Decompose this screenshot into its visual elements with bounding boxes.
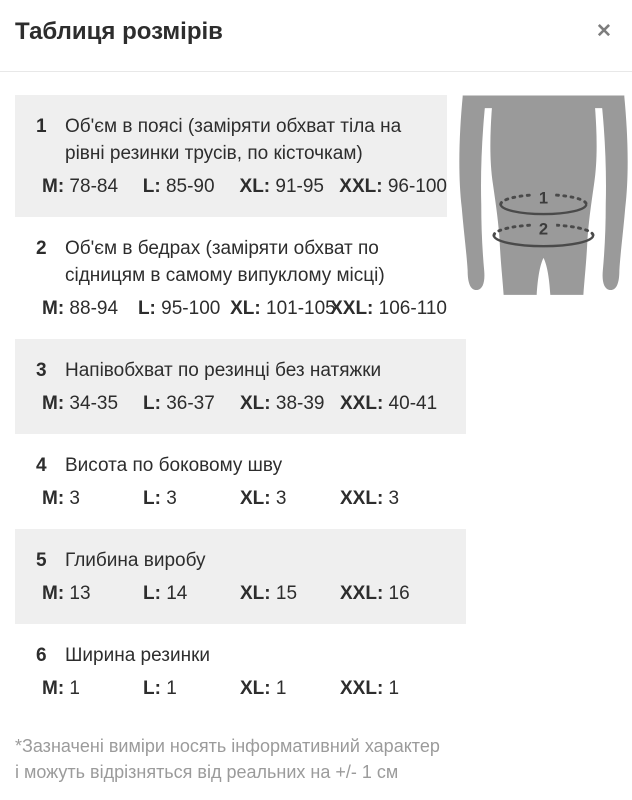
row-number: 2 xyxy=(36,238,47,259)
size-row xyxy=(15,529,466,624)
size-cell xyxy=(230,295,336,322)
row-description-line xyxy=(15,642,466,669)
size-row xyxy=(15,434,466,529)
body-silhouette-image xyxy=(455,95,632,305)
size-label: XXL: xyxy=(330,298,374,319)
size-cell xyxy=(240,485,340,512)
size-label: XXL: xyxy=(340,488,384,509)
size-label: L: xyxy=(143,678,161,699)
row-description: Об'єм в поясі (заміряти обхват тіла на рівні резинки трусів, по кісточкам) xyxy=(65,116,402,164)
row-description-line xyxy=(15,547,466,574)
row-values xyxy=(42,390,466,417)
size-cell xyxy=(340,580,466,607)
size-label: L: xyxy=(143,393,161,414)
close-icon: ✕ xyxy=(596,21,612,42)
size-label: XL: xyxy=(240,393,271,414)
row-description: Ширина резинки xyxy=(65,645,211,666)
row-number: 4 xyxy=(36,455,47,476)
size-label: XL: xyxy=(239,176,271,197)
size-cell xyxy=(42,580,143,607)
size-row xyxy=(15,95,447,217)
size-label: M: xyxy=(42,583,65,604)
size-cell xyxy=(240,173,340,200)
size-cell xyxy=(143,675,240,702)
size-label: L: xyxy=(143,583,161,604)
size-value: 40-41 xyxy=(383,393,438,414)
modal-title: Таблиця розмірів xyxy=(15,18,223,45)
size-table xyxy=(15,95,466,719)
size-value: 91-95 xyxy=(270,176,324,197)
row-description: Висота по боковому шву xyxy=(65,455,283,476)
size-label: M: xyxy=(42,678,65,699)
size-value: 106-110 xyxy=(373,298,447,319)
size-value: 85-90 xyxy=(160,176,215,197)
size-cell xyxy=(42,173,143,200)
footnote-line-2: і можуть відрізняться від реальних на +/- 1 см xyxy=(15,762,399,782)
size-cell xyxy=(42,390,143,417)
waist-label: 1 xyxy=(538,188,549,208)
size-value: 88-94 xyxy=(64,298,119,319)
size-cell xyxy=(240,675,340,702)
size-cell xyxy=(143,173,240,200)
row-description-line xyxy=(15,113,447,167)
size-value: 36-37 xyxy=(160,393,215,414)
row-description: Напівобхват по резинці без натяжки xyxy=(65,360,382,381)
footnote xyxy=(15,733,617,785)
size-label: XXL: xyxy=(340,393,384,414)
size-cell xyxy=(240,390,340,417)
row-values xyxy=(42,295,447,322)
size-value: 3 xyxy=(383,488,400,509)
size-value: 1 xyxy=(160,678,177,699)
size-label: M: xyxy=(42,488,65,509)
size-label: XL: xyxy=(230,298,261,319)
modal-header xyxy=(0,0,632,72)
size-value: 1 xyxy=(270,678,287,699)
close-button[interactable] xyxy=(588,16,620,48)
size-row xyxy=(15,624,466,719)
row-description: Об'єм в бедрах (заміряти обхват по сідницям в самому випуклому місці) xyxy=(65,238,385,286)
size-value: 78-84 xyxy=(64,176,119,197)
size-value: 38-39 xyxy=(270,393,325,414)
size-label: M: xyxy=(42,176,65,197)
row-description-line xyxy=(15,452,466,479)
size-value: 3 xyxy=(64,488,81,509)
size-cell xyxy=(143,485,240,512)
size-cell xyxy=(138,295,230,322)
row-description: Глибина виробу xyxy=(65,550,206,571)
left-arm xyxy=(459,95,486,290)
size-label: L: xyxy=(142,176,161,197)
row-values xyxy=(42,485,466,512)
size-label: XL: xyxy=(240,583,271,604)
size-label: XL: xyxy=(240,678,271,699)
size-row xyxy=(15,217,447,339)
size-value: 1 xyxy=(64,678,81,699)
row-values xyxy=(42,580,466,607)
size-label: XXL: xyxy=(339,176,383,197)
size-value: 95-100 xyxy=(155,298,221,319)
row-number: 6 xyxy=(36,645,47,666)
size-value: 96-100 xyxy=(382,176,447,197)
size-cell xyxy=(42,295,138,322)
size-label: XXL: xyxy=(340,678,384,699)
size-label: XXL: xyxy=(340,583,384,604)
row-values xyxy=(42,173,447,200)
size-value: 1 xyxy=(383,678,400,699)
size-value: 13 xyxy=(64,583,91,604)
size-value: 101-105 xyxy=(260,298,336,319)
size-value: 15 xyxy=(270,583,298,604)
size-label: L: xyxy=(137,298,156,319)
size-cell xyxy=(340,390,466,417)
hip-label: 2 xyxy=(538,219,549,239)
row-number: 5 xyxy=(36,550,47,571)
size-cell xyxy=(143,580,240,607)
modal-content xyxy=(15,95,617,785)
size-label: M: xyxy=(42,393,65,414)
size-cell xyxy=(330,295,447,322)
row-description-line xyxy=(15,235,447,289)
row-values xyxy=(42,675,466,702)
size-cell xyxy=(340,485,466,512)
footnote-line-1: *Зазначені виміри носять інформативний характер xyxy=(15,736,440,756)
row-number: 1 xyxy=(36,116,47,137)
size-value: 14 xyxy=(160,583,188,604)
size-value: 16 xyxy=(383,583,410,604)
size-cell xyxy=(340,675,466,702)
measurement-diagram xyxy=(455,95,632,305)
size-cell xyxy=(339,173,447,200)
size-value: 34-35 xyxy=(64,393,119,414)
size-cell xyxy=(240,580,340,607)
size-value: 3 xyxy=(270,488,287,509)
size-cell xyxy=(42,485,143,512)
row-description-line xyxy=(15,357,466,384)
size-label: L: xyxy=(143,488,161,509)
size-row xyxy=(15,339,466,434)
row-number: 3 xyxy=(36,360,47,381)
size-cell xyxy=(143,390,240,417)
size-cell xyxy=(42,675,143,702)
size-label: XL: xyxy=(240,488,271,509)
right-arm xyxy=(601,95,628,290)
size-label: M: xyxy=(42,298,65,319)
size-value: 3 xyxy=(160,488,177,509)
